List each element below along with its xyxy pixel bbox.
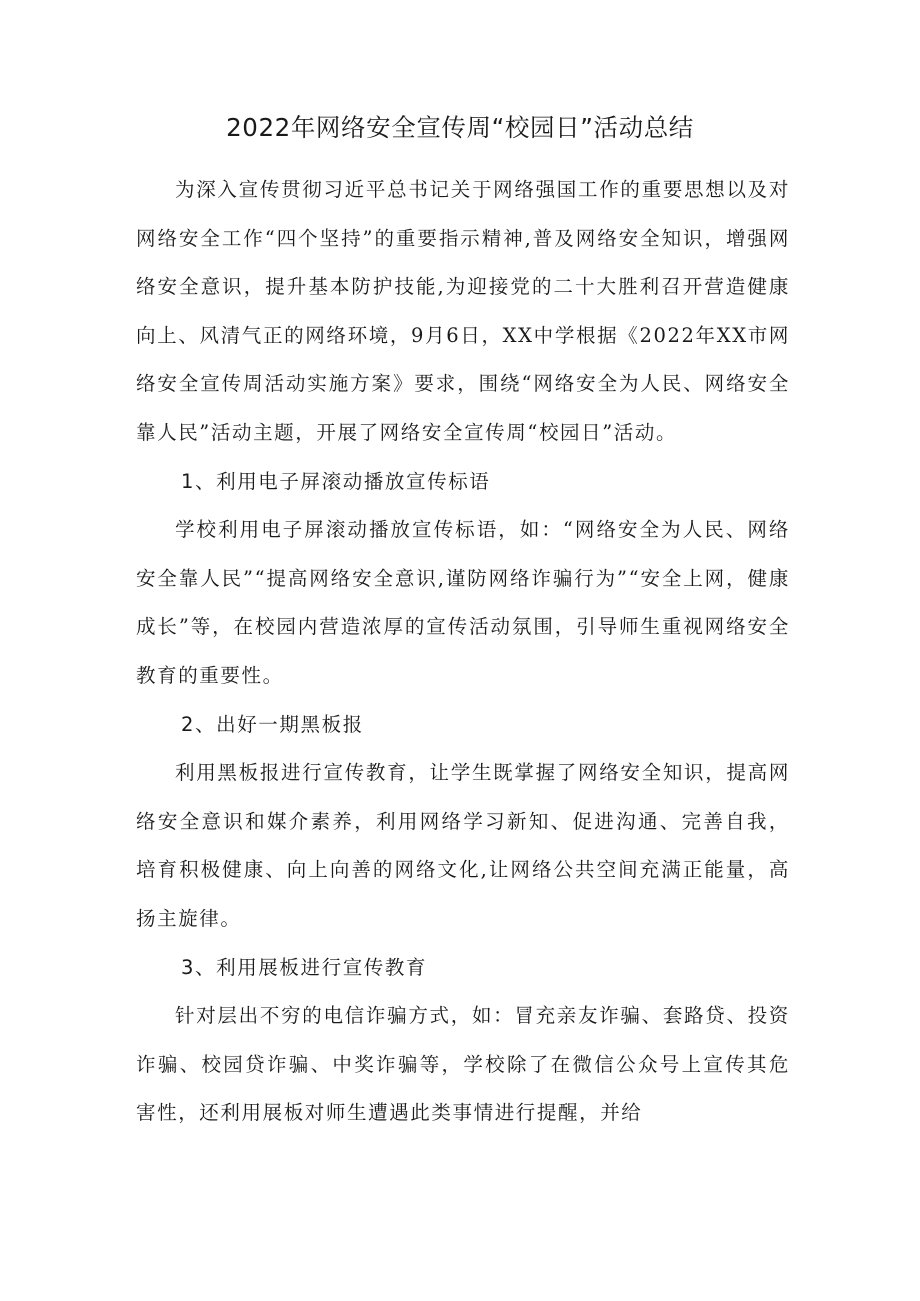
document-title: 2022年网络安全宣传周“校园日”活动总结 <box>226 113 694 142</box>
section-1-paragraph: 学校利用电子屏滚动播放宣传标语，如：“网络安全为人民、网络安全靠人民”“提高网络安全意识,谨防网络诈骗行为”“安全上网，健康成长”等，在校园内营造浓厚的宣传活动氛围，引导师生重视网络安全教育的重要性。 <box>136 518 790 687</box>
intro-paragraph: 为深入宣传贯彻习近平总书记关于网络强国工作的重要思想以及对网络安全工作“四个坚持”的重要指示精神,普及网络安全知识，增强网络安全意识，提升基本防护技能,为迎接党的二十大胜利召开营造健康向上、风清气正的网络环境，9月6日，XX中学根据《2022年XX市网络安全宣传周活动实施方案》要求，围绕“网络安全为人民、网络安全靠人民”活动主题，开展了网络安全宣传周“校园日”活动。 <box>136 178 790 444</box>
document-body <box>136 166 790 1138</box>
section-2-heading: 2、出好一期黑板报 <box>181 712 364 736</box>
section-1-heading: 1、利用电子屏滚动播放宣传标语 <box>181 469 491 493</box>
section-2-paragraph: 利用黑板报进行宣传教育，让学生既掌握了网络安全知识，提高网络安全意识和媒介素养，利用网络学习新知、促进沟通、完善自我，培育积极健康、向上向善的网络文化,让网络公共空间充满正能量，高扬主旋律。 <box>136 761 790 930</box>
section-3-paragraph: 针对层出不穷的电信诈骗方式，如：冒充亲友诈骗、套路贷、投资诈骗、校园贷诈骗、中奖诈骗等，学校除了在微信公众号上宣传其危害性，还利用展板对师生遭遇此类事情进行提醒，并给 <box>136 1004 790 1125</box>
section-3-heading: 3、利用展板进行宣传教育 <box>181 955 428 979</box>
